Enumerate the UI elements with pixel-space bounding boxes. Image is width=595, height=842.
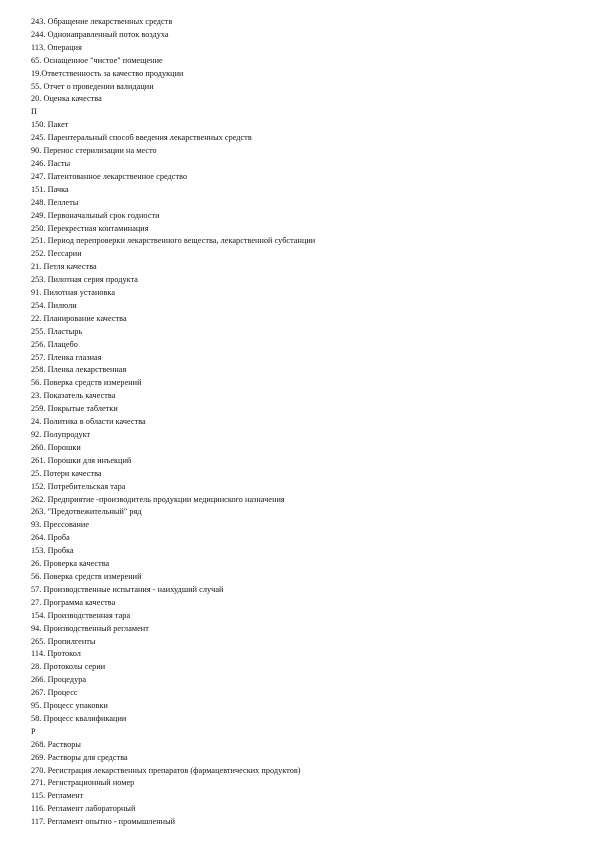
glossary-entry: 253. Пилотная серия продукта <box>31 275 138 285</box>
glossary-entry: 21. Петля качества <box>31 262 97 272</box>
glossary-entry: 252. Пессарии <box>31 249 82 259</box>
glossary-entry: 65. Оснащенное "чистое" помещение <box>31 55 163 65</box>
glossary-entry: 154. Производственная тара <box>31 610 131 620</box>
glossary-entry: 95. Процесс упаковки <box>31 701 108 711</box>
glossary-entry: П <box>31 107 37 117</box>
glossary-entry: 116. Регламент лабораторный <box>31 804 136 814</box>
glossary-entry: 115. Регламент <box>31 791 84 801</box>
glossary-entry: 151. Пачка <box>31 184 69 194</box>
glossary-entry: 90. Перенос стерилизации на место <box>31 146 157 156</box>
glossary-entry: 117. Регламент опытно - промышленный <box>31 817 176 827</box>
glossary-entry: 152. Потребительская тара <box>31 481 126 491</box>
glossary-entry: 260. Порошки <box>31 442 81 452</box>
glossary-entry: 114. Протокол <box>31 649 81 659</box>
glossary-entry: 268. Растворы <box>31 739 81 749</box>
glossary-entry: 23. Показатель качества <box>31 391 116 401</box>
glossary-entry: 24. Политика в области качества <box>31 417 146 427</box>
glossary-entry: 22. Планирование качества <box>31 313 127 323</box>
glossary-entry: 245. Парентеральный способ введения лекарственных средств <box>31 133 252 143</box>
glossary-entry: 91. Пилотная установка <box>31 288 116 298</box>
glossary-entry: 26. Проверка качества <box>31 559 110 569</box>
glossary-entry: 264. Проба <box>31 533 70 543</box>
glossary-entry: 94. Производственный регламент <box>31 623 149 633</box>
glossary-entry: 244. Однонаправленный поток воздуха <box>31 29 169 39</box>
glossary-entry: 265. Пропилгенты <box>31 636 96 646</box>
glossary-entry: 249. Первоначальный срок годности <box>31 210 160 220</box>
glossary-entry: 254. Пилюли <box>31 300 77 310</box>
glossary-entry: 263. "Предотвежительный" ряд <box>31 507 142 517</box>
glossary-entry: 262. Предприятие -производитель продукции медицинского назначения <box>31 494 285 504</box>
glossary-entry: 150. Пакет <box>31 120 69 130</box>
glossary-entry: 56. Поверка средств измерений <box>31 571 142 581</box>
glossary-entry: 259. Покрытые таблетки <box>31 404 118 414</box>
glossary-entry: 153. Пробка <box>31 546 74 556</box>
glossary-entry: 248. Пеллеты <box>31 197 79 207</box>
glossary-entry: 20. Оценка качества <box>31 94 102 104</box>
glossary-entry: 269. Растворы для средства <box>31 752 128 762</box>
glossary-entry: 257. Пленка глазная <box>31 352 102 362</box>
glossary-entry: 247. Патентованное лекарственное средство <box>31 171 188 181</box>
glossary-entry: 58. Процесс квалификации <box>31 713 127 723</box>
glossary-entry: 19.Ответственность за качество продукции <box>31 68 184 78</box>
glossary-entry: 55. Отчет о проведении валидации <box>31 81 154 91</box>
glossary-entry: 271. Регистрационный номер <box>31 778 135 788</box>
glossary-entry: 256. Плацебо <box>31 339 78 349</box>
glossary-entry: 246. Пасты <box>31 158 71 168</box>
glossary-entry: 255. Пластырь <box>31 326 83 336</box>
glossary-entry: 266. Процедура <box>31 675 87 685</box>
glossary-entry: 251. Период перепроверки лекарственного вещества, лекарственной субстанции <box>31 236 316 246</box>
glossary-entry: 28. Протоколы серии <box>31 662 106 672</box>
glossary-entry: 250. Перекрестная контаминация <box>31 223 149 233</box>
glossary-entry: 267. Процесс <box>31 688 78 698</box>
glossary-entry: 57. Производственные испытания - наихудший случай <box>31 584 224 594</box>
glossary-entry: 258. Пленка лекарственная <box>31 365 127 375</box>
glossary-entry: 270. Регистрация лекарственных препаратов (фармацевтических продуктов) <box>31 765 301 775</box>
glossary-entry: 93. Прессование <box>31 520 90 530</box>
glossary-list <box>31 16 571 829</box>
glossary-entry: 56. Поверка средств измерений <box>31 378 142 388</box>
glossary-entry: 27. Программа качества <box>31 597 116 607</box>
glossary-entry: 243. Обращение лекарственных средств <box>31 17 173 26</box>
glossary-entry: 261. Порошки для инъекций <box>31 455 132 465</box>
glossary-entry: 92. Полупродукт <box>31 430 91 439</box>
glossary-entry: 25. Потери качества <box>31 468 102 478</box>
glossary-entry: Р <box>31 726 36 736</box>
glossary-entry: 113. Операция <box>31 42 82 52</box>
